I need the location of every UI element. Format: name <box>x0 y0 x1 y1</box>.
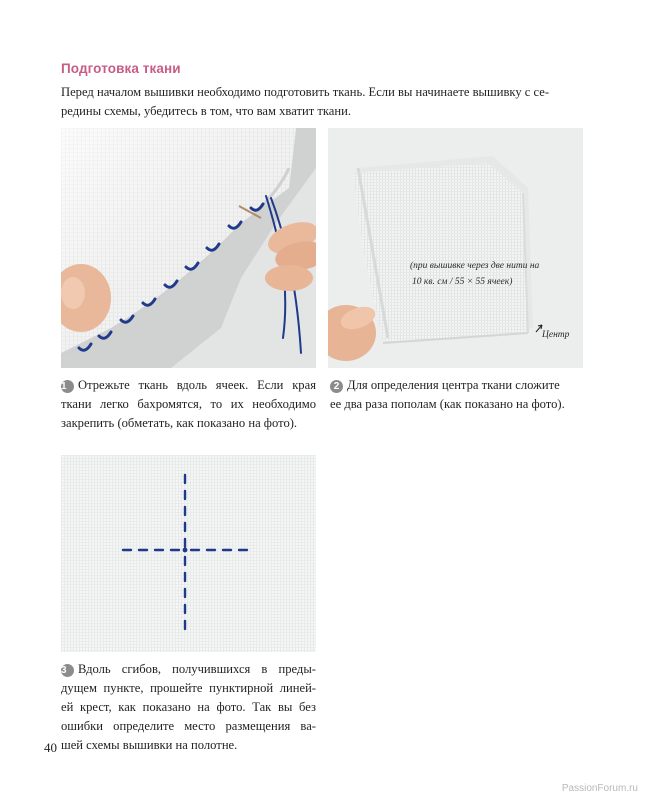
fold-note-line: 10 кв. см / 55 × 55 ячеек) <box>412 277 513 287</box>
step3-line: ей крест, как показано на фото. Так вы без <box>61 700 316 714</box>
fold-note-line: (при вышивке через две нити на <box>410 261 540 271</box>
watermark: PassionForum.ru <box>561 783 638 794</box>
photo-basted-cross <box>61 455 316 652</box>
step1-line: ткани легко бахромятся, то их необходимо <box>61 397 316 411</box>
step3-line: ошибки определите место размещения ва- <box>61 719 316 733</box>
step2-caption <box>330 376 585 414</box>
step-number-badge: 1 <box>61 380 74 393</box>
center-label: Центр <box>542 330 570 340</box>
step-number-badge: 3 <box>61 664 74 677</box>
intro-line: редины схемы, убедитесь в том, что вам хватит ткани. <box>61 104 352 118</box>
step3-line: дущем пункте, прошейте пунктирной линей- <box>61 681 316 695</box>
section-heading: Подготовка ткани <box>61 61 181 76</box>
step1-line: закрепить (обметать, как показано на фото). <box>61 416 298 430</box>
step3-line: шей схемы вышивки на полотне. <box>61 738 238 752</box>
photo-overcast-edge <box>61 128 316 368</box>
intro-line: Перед началом вышивки необходимо подготовить ткань. Если вы начинаете вышивку с се- <box>61 85 550 99</box>
step-number-badge: 2 <box>330 380 343 393</box>
intro-paragraph <box>61 83 583 121</box>
photo-folded-fabric <box>328 128 583 368</box>
step1-line: 1 Отрежьте ткань вдоль ячеек. Если края <box>61 378 316 392</box>
page-number: 40 <box>44 740 57 755</box>
step2-line: ее два раза пополам (как показано на фото). <box>330 397 565 411</box>
step3-line: 3 Вдоль сгибов, получившихся в преды- <box>61 662 316 676</box>
step1-caption <box>61 376 316 433</box>
step3-caption <box>61 660 316 755</box>
step2-line: 2 Для определения центра ткани сложите <box>330 376 585 395</box>
